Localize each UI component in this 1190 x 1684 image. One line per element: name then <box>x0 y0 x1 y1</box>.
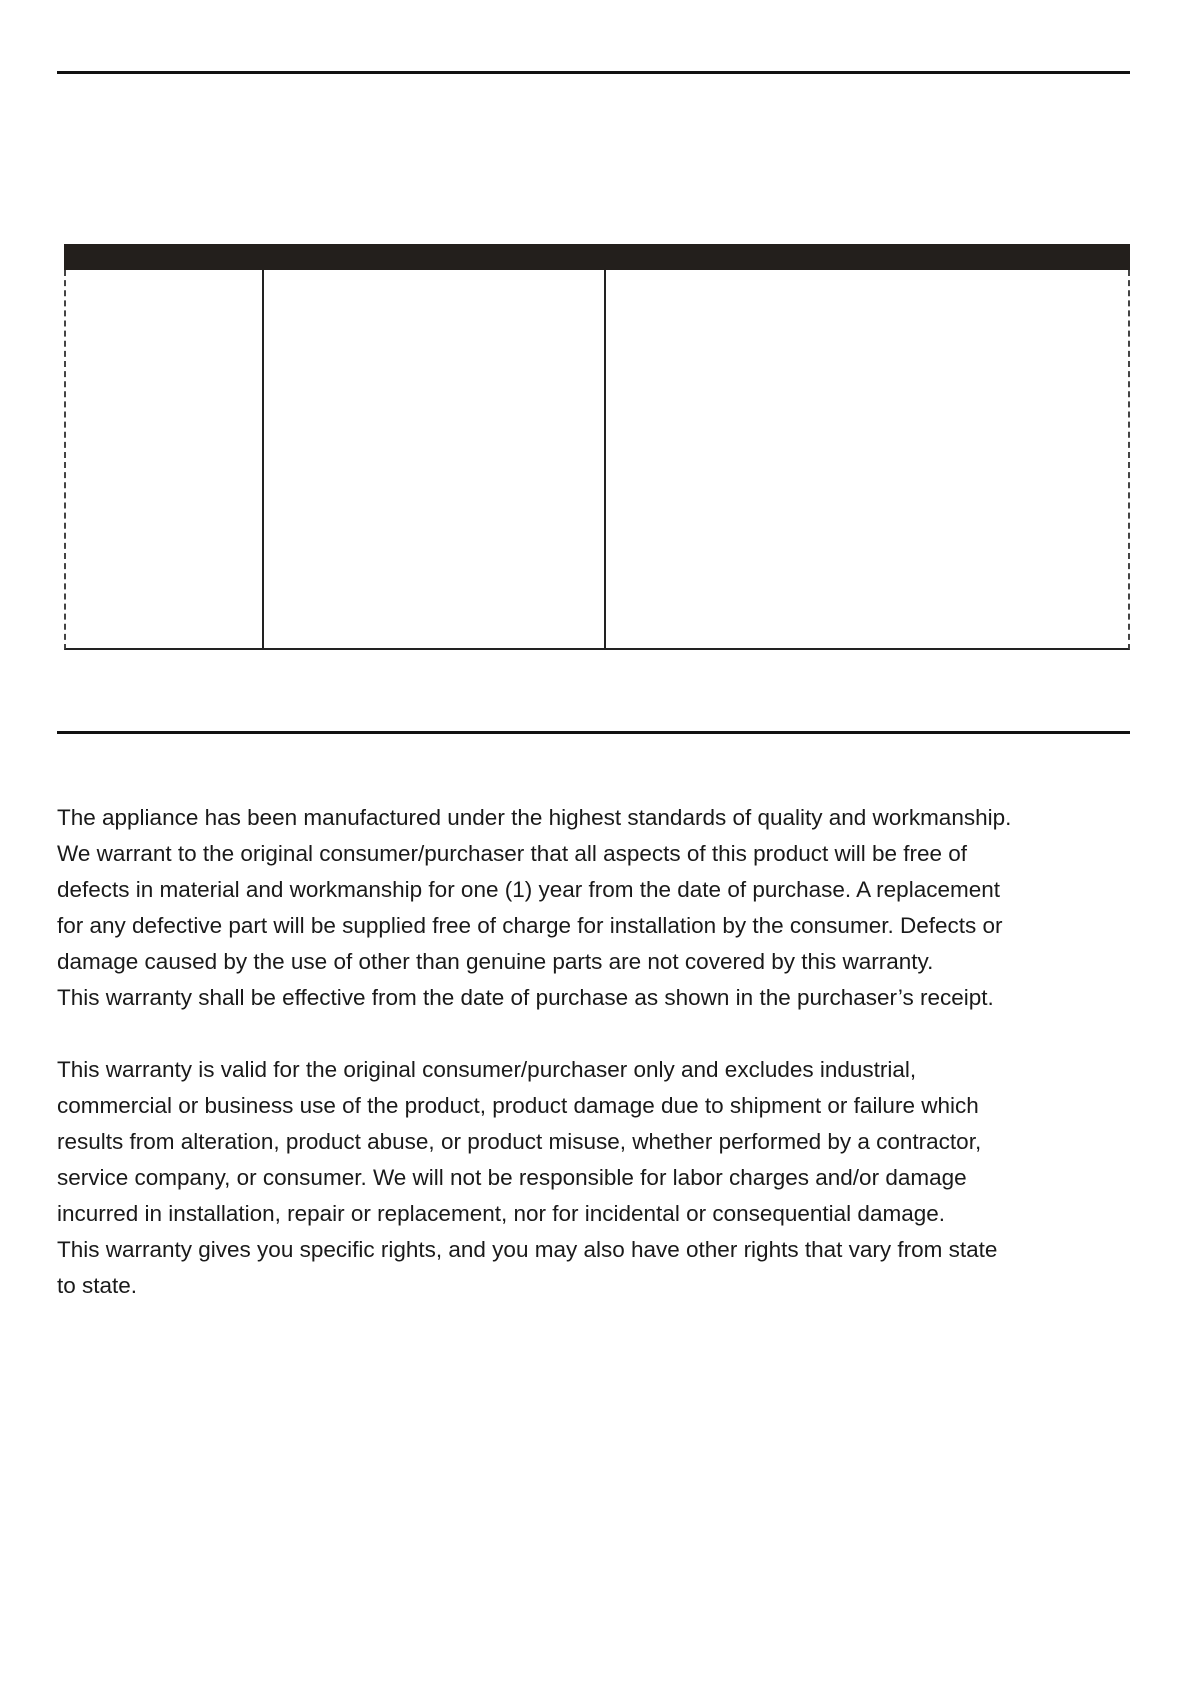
section-divider <box>57 731 1130 734</box>
table-header-bar <box>64 244 1130 270</box>
warranty-line: We warrant to the original consumer/purchaser that all aspects of this product will be free of <box>57 841 968 866</box>
warranty-line: for any defective part will be supplied free of charge for installation by the consumer. Defects or <box>57 913 1003 938</box>
warranty-line: The appliance has been manufactured under the highest standards of quality and workmanship. <box>57 805 1012 830</box>
warranty-line: This warranty is valid for the original consumer/purchaser only and excludes industrial, <box>57 1057 917 1082</box>
table-body <box>64 270 1130 650</box>
paragraph-gap <box>57 1016 1137 1052</box>
warranty-line: This warranty shall be effective from the date of purchase as shown in the purchaser’s receipt. <box>57 985 994 1010</box>
troubleshooting-table <box>64 244 1130 650</box>
warranty-line: results from alteration, product abuse, or product misuse, whether performed by a contractor, <box>57 1129 982 1154</box>
warranty-line: incurred in installation, repair or replacement, nor for incidental or consequential damage. <box>57 1201 945 1226</box>
warranty-line: This warranty gives you specific rights, and you may also have other rights that vary from state <box>57 1237 998 1262</box>
column-divider <box>262 270 264 648</box>
warranty-line: commercial or business use of the product, product damage due to shipment or failure which <box>57 1093 979 1118</box>
warranty-line: defects in material and workmanship for one (1) year from the date of purchase. A replacement <box>57 877 1000 902</box>
warranty-line: service company, or consumer. We will not be responsible for labor charges and/or damage <box>57 1165 967 1190</box>
warranty-text <box>57 800 1137 1304</box>
column-divider <box>604 270 606 648</box>
warranty-line: damage caused by the use of other than genuine parts are not covered by this warranty. <box>57 949 934 974</box>
top-divider <box>57 71 1130 74</box>
warranty-line: to state. <box>57 1273 138 1298</box>
